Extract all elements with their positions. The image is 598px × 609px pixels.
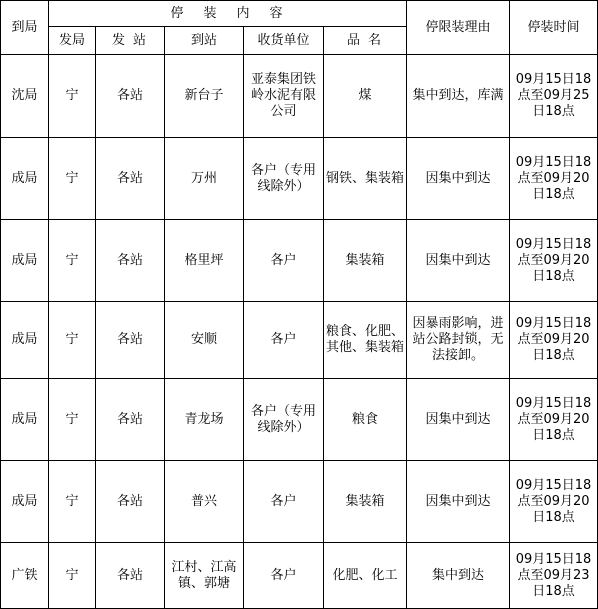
header-stop-content: 停装内容 bbox=[49, 1, 407, 27]
cell-stop-time: 09月15日18点至09月25日18点 bbox=[510, 55, 598, 138]
cell-dest-bureau: 成局 bbox=[1, 461, 49, 543]
cell-product: 化肥、化工 bbox=[324, 543, 407, 609]
cell-consignee: 各户 bbox=[244, 461, 324, 543]
header-send-station: 发站 bbox=[96, 27, 165, 55]
cell-send-station: 各站 bbox=[96, 543, 165, 609]
cell-stop-time: 09月15日18点至09月20日18点 bbox=[510, 379, 598, 461]
cell-stop-time: 09月15日18点至09月23日18点 bbox=[510, 543, 598, 609]
table-row bbox=[1, 138, 598, 220]
cell-product: 钢铁、集装箱 bbox=[324, 138, 407, 220]
cell-product: 集装箱 bbox=[324, 220, 407, 302]
cell-send-bureau: 宁 bbox=[49, 55, 96, 138]
cell-send-bureau: 宁 bbox=[49, 379, 96, 461]
header-stop-time: 停装时间 bbox=[510, 1, 598, 55]
table-row bbox=[1, 379, 598, 461]
cell-dest-bureau: 成局 bbox=[1, 379, 49, 461]
table-row bbox=[1, 543, 598, 609]
cell-reason: 因集中到达 bbox=[407, 138, 510, 220]
cell-send-bureau: 宁 bbox=[49, 220, 96, 302]
table-row bbox=[1, 461, 598, 543]
cell-reason: 集中到达，库满 bbox=[407, 55, 510, 138]
header-send-bureau: 发局 bbox=[49, 27, 96, 55]
cell-dest-bureau: 成局 bbox=[1, 220, 49, 302]
table-body bbox=[1, 55, 598, 609]
cell-arrive-station: 青龙场 bbox=[165, 379, 244, 461]
cell-dest-bureau: 成局 bbox=[1, 302, 49, 379]
cell-consignee: 亚泰集团铁岭水泥有限公司 bbox=[244, 55, 324, 138]
cell-product: 粮食、化肥、其他、集装箱 bbox=[324, 302, 407, 379]
cell-reason: 因集中到达 bbox=[407, 379, 510, 461]
cell-arrive-station: 安顺 bbox=[165, 302, 244, 379]
cell-send-station: 各站 bbox=[96, 55, 165, 138]
cell-send-bureau: 宁 bbox=[49, 543, 96, 609]
header-consignee: 收货单位 bbox=[244, 27, 324, 55]
cell-stop-time: 09月15日18点至09月20日18点 bbox=[510, 220, 598, 302]
cell-send-bureau: 宁 bbox=[49, 461, 96, 543]
cell-send-station: 各站 bbox=[96, 220, 165, 302]
cell-arrive-station: 普兴 bbox=[165, 461, 244, 543]
header-reason: 停限装理由 bbox=[407, 1, 510, 55]
table-row bbox=[1, 302, 598, 379]
cell-send-station: 各站 bbox=[96, 379, 165, 461]
cell-product: 煤 bbox=[324, 55, 407, 138]
cell-arrive-station: 格里坪 bbox=[165, 220, 244, 302]
cell-reason: 因集中到达 bbox=[407, 461, 510, 543]
header-product: 品名 bbox=[324, 27, 407, 55]
cell-consignee: 各户 bbox=[244, 302, 324, 379]
cell-dest-bureau: 广铁 bbox=[1, 543, 49, 609]
header-arrive-station: 到站 bbox=[165, 27, 244, 55]
cell-consignee: 各户（专用线除外） bbox=[244, 138, 324, 220]
table-row bbox=[1, 55, 598, 138]
cell-send-bureau: 宁 bbox=[49, 302, 96, 379]
cell-dest-bureau: 成局 bbox=[1, 138, 49, 220]
cell-arrive-station: 新台子 bbox=[165, 55, 244, 138]
table-header bbox=[1, 1, 598, 55]
cell-dest-bureau: 沈局 bbox=[1, 55, 49, 138]
cell-consignee: 各户 bbox=[244, 220, 324, 302]
cell-consignee: 各户（专用线除外） bbox=[244, 379, 324, 461]
cell-send-station: 各站 bbox=[96, 461, 165, 543]
cell-arrive-station: 江村、江高镇、郭塘 bbox=[165, 543, 244, 609]
cell-product: 粮食 bbox=[324, 379, 407, 461]
cell-reason: 集中到达 bbox=[407, 543, 510, 609]
cell-stop-time: 09月15日18点至09月20日18点 bbox=[510, 461, 598, 543]
cell-send-bureau: 宁 bbox=[49, 138, 96, 220]
cell-consignee: 各户 bbox=[244, 543, 324, 609]
cell-reason: 因暴雨影响，进站公路封锁，无法接卸。 bbox=[407, 302, 510, 379]
cell-send-station: 各站 bbox=[96, 138, 165, 220]
cell-reason: 因集中到达 bbox=[407, 220, 510, 302]
table-row bbox=[1, 220, 598, 302]
cell-product: 集装箱 bbox=[324, 461, 407, 543]
cell-stop-time: 09月15日18点至09月20日18点 bbox=[510, 302, 598, 379]
header-dest-bureau: 到局 bbox=[1, 1, 49, 55]
cell-stop-time: 09月15日18点至09月20日18点 bbox=[510, 138, 598, 220]
cell-arrive-station: 万州 bbox=[165, 138, 244, 220]
cell-send-station: 各站 bbox=[96, 302, 165, 379]
